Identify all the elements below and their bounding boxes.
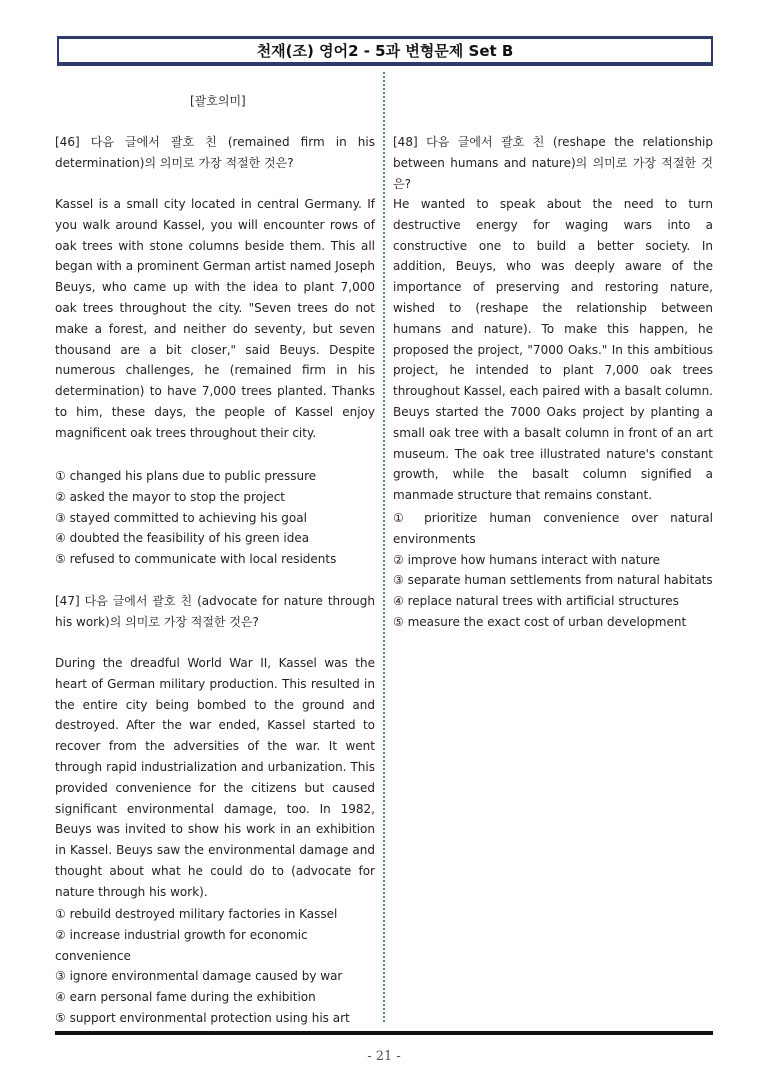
column-divider xyxy=(383,72,385,1022)
question-48-options xyxy=(393,508,713,633)
option[interactable]: ⑤ refused to communicate with local residents xyxy=(55,552,337,567)
page-title: 천재(조) 영어2 - 5과 변형문제 Set B xyxy=(57,36,713,66)
question-46-passage-block xyxy=(55,194,375,444)
option[interactable]: ⑤ support environmental protection using his art xyxy=(55,1010,350,1025)
option[interactable]: ① rebuild destroyed military factories in Kassel xyxy=(55,907,338,921)
footer-rule xyxy=(55,1031,713,1035)
option[interactable]: ⑤ measure the exact cost of urban development xyxy=(393,614,687,629)
page-number: - 21 - xyxy=(367,1049,401,1064)
question-48 xyxy=(393,132,713,194)
question-46 xyxy=(55,132,375,174)
question-48-passage: He wanted to speak about the need to turn destructive energy for waging wars into a constructive one to build a better society. In addition, Beuys, who was deeply aware of the importance of preserving and restoring nature, wished to (reshape the relationship between humans and nature). To make this happen, he proposed the project, "7000 Oaks." In this ambitious project, he intended to plant 7,000 oak trees throughout Kassel, each paired with a basalt column. Beuys started the 7000 Oaks project by planting a small oak tree with a basalt column in front of an art museum. The oak tree illustrated nature's constant growth, while the basalt column signified a manmade structure that remains constant. xyxy=(393,197,713,503)
option[interactable]: ④ doubted the feasibility of his green idea xyxy=(55,531,310,546)
question-48-passage-block xyxy=(393,194,713,506)
option[interactable]: ③ ignore environmental damage caused by war xyxy=(55,969,343,984)
question-46-prompt: [46] 다음 글에서 괄호 친 (remained firm in his determination)의 의미로 가장 적절한 것은? xyxy=(55,135,375,170)
question-48-prompt: [48] 다음 글에서 괄호 친 (reshape the relationship between humans and nature)의 의미로 가장 적절한 것은? xyxy=(393,135,713,191)
question-47-prompt: [47] 다음 글에서 괄호 친 (advocate for nature through his work)의 의미로 가장 적절한 것은? xyxy=(55,594,375,629)
option[interactable]: ④ earn personal fame during the exhibition xyxy=(55,990,316,1005)
question-47-passage-block xyxy=(55,653,375,903)
option[interactable]: ③ separate human settlements from natural habitats xyxy=(393,573,713,588)
option[interactable]: ③ stayed committed to achieving his goal xyxy=(55,510,307,525)
option[interactable]: ② improve how humans interact with nature xyxy=(393,552,661,567)
question-46-passage: Kassel is a small city located in central Germany. If you walk around Kassel, you will encounter rows of oak trees with stone columns beside them. This all began with a prominent German artist named Joseph Beuys, who came up with the idea to plant 7,000 oak trees throughout the city. "Seven trees do not make a forest, and neither do seventy, but seven thousand are a bit closer," said Beuys. Despite numerous challenges, he (remained firm in his determination) to have 7,000 trees planted. Thanks to him, these days, the people of Kassel enjoy magnificent oak trees throughout their city. xyxy=(55,197,375,440)
section-label: [괄호의미] xyxy=(190,94,246,108)
option[interactable]: ① prioritize human convenience over natural environments xyxy=(393,511,713,546)
question-46-options xyxy=(55,466,375,570)
question-47-passage: During the dreadful World War II, Kassel was the heart of German military production. This resulted in the entire city being bombed to the ground and destroyed. After the war ended, Kassel started to recover from the adversities of the war. It went through rapid industrialization and urbanization. This provided convenience for the citizens but caused significant environmental damage, too. In 1982, Beuys was invited to show his work in an exhibition in Kassel. Beuys saw the environmental damage and thought about what he could do to (advocate for nature through his work). xyxy=(55,656,375,899)
option[interactable]: ② increase industrial growth for economic convenience xyxy=(55,927,308,963)
option[interactable]: ④ replace natural trees with artificial structures xyxy=(393,594,679,609)
option[interactable]: ② asked the mayor to stop the project xyxy=(55,489,286,504)
question-47-options xyxy=(55,904,375,1029)
option[interactable]: ① changed his plans due to public pressure xyxy=(55,469,317,483)
question-47 xyxy=(55,591,375,633)
